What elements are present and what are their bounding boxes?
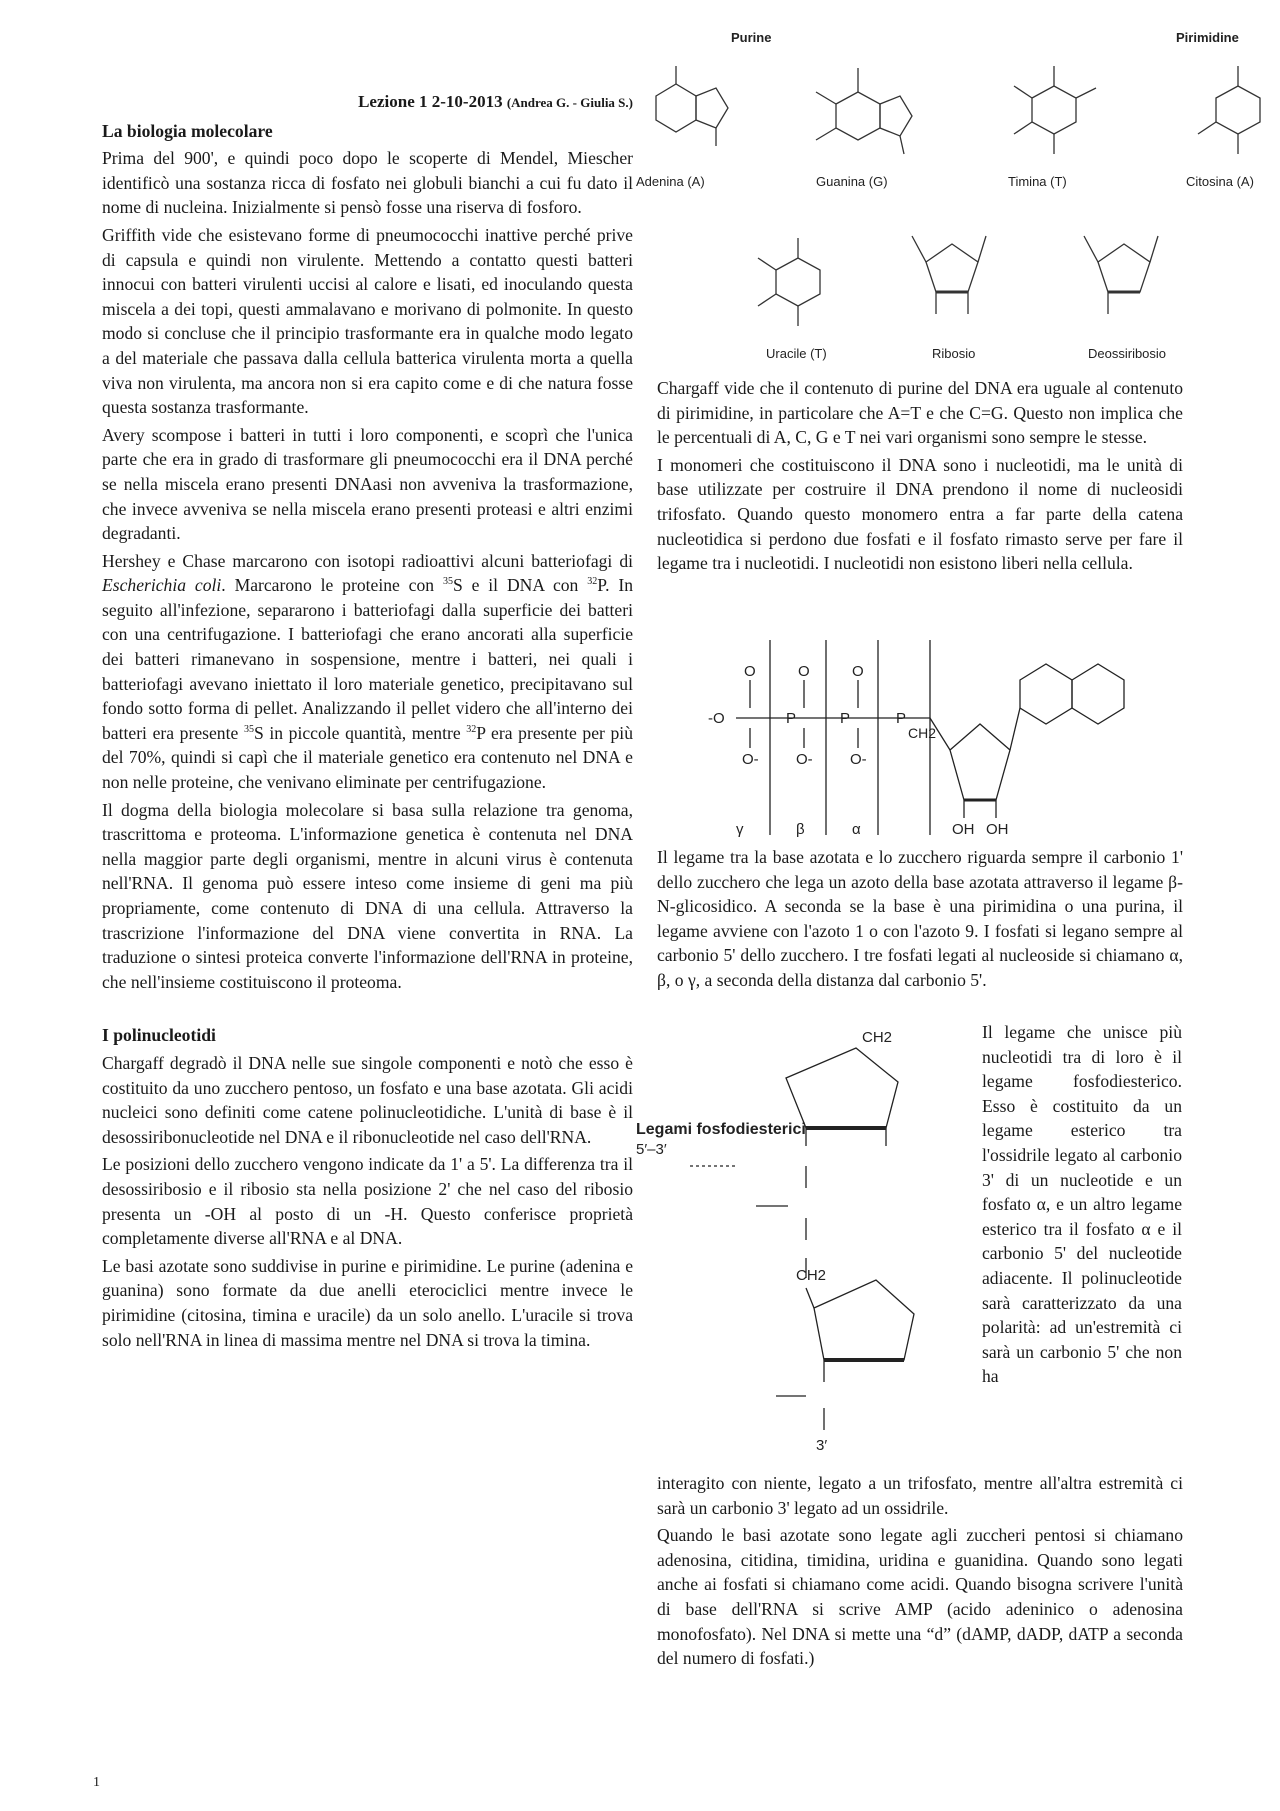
ch2-middle-label: CH2: [796, 1267, 827, 1284]
oh-label-2: OH: [986, 821, 1009, 838]
o-minus-bottom-3: O-: [850, 751, 867, 768]
right-column-2: [657, 845, 1183, 996]
guanina-label: Guanina (G): [816, 174, 888, 189]
ch2-label: CH2: [908, 725, 937, 741]
fosfodiesterici-title-label: Legami fosfodiesterici: [636, 1121, 806, 1138]
bases-sugars-figure: [636, 26, 1276, 376]
ribosio-label: Ribosio: [932, 346, 976, 361]
p-label-1: P: [786, 710, 797, 727]
deossiribosio-label: Deossiribosio: [1088, 346, 1167, 361]
left-column: [102, 90, 633, 1355]
o-label-2: O: [798, 663, 810, 680]
paragraph-chargaff-2: Chargaff vide che il contenuto di purine del DNA era uguale al contenuto di pirimidine, in particolare che A=T e che C=G. Questo non implica che le percentuali di A, C, G e T nei vari organismi sono sempre le stesse.: [657, 378, 1183, 448]
o-minus-label: -O: [708, 710, 725, 727]
p-label-2: P: [840, 710, 851, 727]
timina-label: Timina (T): [1008, 174, 1067, 189]
ch2-top-label: CH2: [862, 1029, 893, 1046]
fosfodiesterici-subtitle-label: 5′–3′: [636, 1141, 667, 1158]
uracile-label: Uracile (T): [766, 346, 827, 361]
o-label-3: O: [852, 663, 864, 680]
pirimidine-label: Pirimidine: [1176, 30, 1239, 45]
paragraph-miescher: Prima del 900', e quindi poco dopo le scoperte di Mendel, Miescher identificò una sostanza ricca di fosfato nei globuli bianchi a cui fu dato il nome di nucleina. Inizialmente si pensò fosse una riserva di fosforo.: [102, 148, 633, 218]
paragraph-avery: Avery scompose i batteri in tutti i loro componenti, e scoprì che l'unica parte che era in grado di trasformare gli pneumococchi era il DNA perché se nella miscela erano presenti DNAasi non avveniva la trasformazione, che invece avveniva se nella miscela erano presenti proteasi e altri enzimi degradanti.: [102, 424, 633, 544]
paragraph-basi: Le basi azotate sono suddivise in purine e pirimidine. Le purine (adenina e guanina) sono formate da due anelli eterociclici mentre invece le pirimidine (citosina, timina e uracile) da un solo anello. L'uracile si trova solo nell'RNA in linea di massima mentre nel DNA si trova la timina.: [102, 1255, 633, 1350]
paragraph-chargaff-1: Chargaff degradò il DNA nelle sue singole componenti e notò che esso è costituito da uno zucchero pentoso, un fosfato e una base azotata. Gli acidi nucleici sono definiti come catene polinucleotidiche. L'unità di base è il desossiribonucleotide nel DNA e il ribonucleotide nel caso dell'RNA.: [102, 1052, 633, 1147]
o-minus-bottom-1: O-: [742, 751, 759, 768]
section-title-biologia: La biologia molecolare: [102, 120, 273, 141]
paragraph-legame-glicosidico: Il legame tra la base azotata e lo zucchero riguarda sempre il carbonio 1' dello zucchero che lega un azoto della base azotata attraverso il legame β-N-glicosidico. A seconda se la base è una pirimidina o una purina, il legame avviene con l'azoto 1 o con l'azoto 9. I fosfati si legano sempre al carbonio 5' dello zucchero. I tre fosfati legati al nucleoside si chiamano α, β, o γ, a seconda della distanza dal carbonio 5'.: [657, 847, 1183, 990]
citosina-label: Citosina (A): [1186, 174, 1254, 189]
oh-label-1: OH: [952, 821, 975, 838]
section-title-polinucleotidi: I polinucleotidi: [102, 1025, 216, 1046]
right-column-3: [657, 1471, 1183, 1674]
paragraph-hershey-chase: Hershey e Chase marcarono con isotopi radioattivi alcuni batteriofagi di Escherichia coli. Marcarono le proteine con $^{35}$S e il DNA con $^{32}$P. In seguito all'infezione, separarono i batteriofagi dalla superficie dei batteri con una centrifugazione. I batteriofagi che erano ancorati alla superficie dei batteri rimanevano in sospensione, mentre i batteri, nei quali i batteriofagi avevano iniettato il loro materiale genetico, precipitavano sul fondo sotto forma di pellet. Analizzando il pellet videro che all'interno dei batteri era presente $^{35}$S in piccole quantità, mentre $^{32}$P era presente per più del 70%, quindi si capì che il materiale genetico era contenuto nel DNA e non nelle proteine, che venivano eliminate per centrifugazione.: [102, 550, 633, 793]
adenina-label: Adenina (A): [636, 174, 705, 189]
paragraph-fosfodiester-wrap: Il legame che unisce più nucleotidi tra di loro è il legame fosfodiesterico. Esso è costituito da un legame esterico tra l'ossidrile legato al carbonio 3' di un nucleotide e un fosfato α, e un altro legame esterico tra il fosfato α e il carbonio 5' del nucleotide adiacente. Il polinucleotide sarà caratterizzato da una polarità: ad un'estremità ci sarà un carbonio 5' che non ha: [982, 1022, 1182, 1387]
paragraph-zucchero: Le posizioni dello zucchero vengono indicate da 1' a 5'. La differenza tra il desossiribosio e il ribosio sta nella posizione 2' che nel caso del ribosio presenta un -OH al posto di un -H. Questo conferisce proprietà completamente diverse all'RNA e al DNA.: [102, 1154, 633, 1249]
paragraph-nomenclatura: Quando le basi azotate sono legate agli zuccheri pentosi si chiamano adenosina, citidina, timidina, uridina e guanidina. Quando sono legati anche ai fosfati si chiamano come acidi. Quando bisogna scrivere l'unità di base dell'RNA si scrive AMP (acido adeninico o adenosina monofosfato). Nel DNA si mette una “d” (dAMP, dADP, dATP a seconda del numero di fosfati.): [657, 1525, 1183, 1669]
phosphodiester-figure: [636, 1018, 976, 1458]
wrap-fosfodiester: [982, 1020, 1182, 1389]
alpha-label: α: [852, 821, 861, 838]
page-number: 1: [93, 1775, 100, 1790]
o-label-1: O: [744, 663, 756, 680]
o-minus-bottom-2: O-: [796, 751, 813, 768]
paragraph-monomeri: I monomeri che costituiscono il DNA sono i nucleotidi, ma le unità di base utilizzate per costruire il DNA prendono il nome di nucleosidi trifosfato. Quando questo monomero entra a far parte della catena nucleotidica si perdono due fosfati e il fosfato rimasto serve per fare il legame tra i nucleotidi. I nucleotidi non esistono liberi nella cellula.: [657, 454, 1183, 574]
purine-label: Purine: [731, 30, 772, 45]
gamma-label: γ: [736, 821, 744, 838]
right-column: [657, 376, 1183, 579]
triphosphate-figure: [700, 640, 1180, 840]
p-label-3: P: [896, 710, 907, 727]
paragraph-griffith: Griffith vide che esistevano forme di pneumococchi inattive perché prive di capsula e quindi non virulente. Mettendo a contatto questi batteri innocui con batteri virulenti uccisi al calore e lisati, ed inoculando questa miscela a dei topi, questi ammalavano e morivano di polmonite. In questo modo si concluse che il principio trasformante era in qualche modo legato a del materiale che passava dalla cellula batterica virulenta morta a quella viva non virulenta, ma ancora non si era capito come e di che natura fosse questa sostanza trasformante.: [102, 224, 633, 418]
paragraph-fosfodiester-tail: interagito con niente, legato a un trifosfato, mentre all'altra estremità ci sarà un carbonio 3' legato ad un ossidrile.: [657, 1473, 1183, 1518]
beta-label: β: [796, 821, 805, 838]
three-prime-label: 3′: [816, 1437, 828, 1454]
lecture-header: Lezione 1 2-10-2013 (Andrea G. - Giulia S.): [358, 92, 633, 111]
paragraph-dogma: Il dogma della biologia molecolare si basa sulla relazione tra genoma, trascrittoma e proteoma. L'informazione genetica è contenuta nel DNA nella maggior parte degli organismi, mentre in alcuni virus è contenuta nell'RNA. Il genoma può essere inteso come insieme di geni ma più propriamente, come contenuto di DNA di una cellula. Attraverso la trascrizione l'informazione del DNA viene convertita in RNA. La traduzione o sintesi proteica converte l'informazione dell'RNA in proteine, che nell'insieme costituiscono il proteoma.: [102, 799, 633, 992]
